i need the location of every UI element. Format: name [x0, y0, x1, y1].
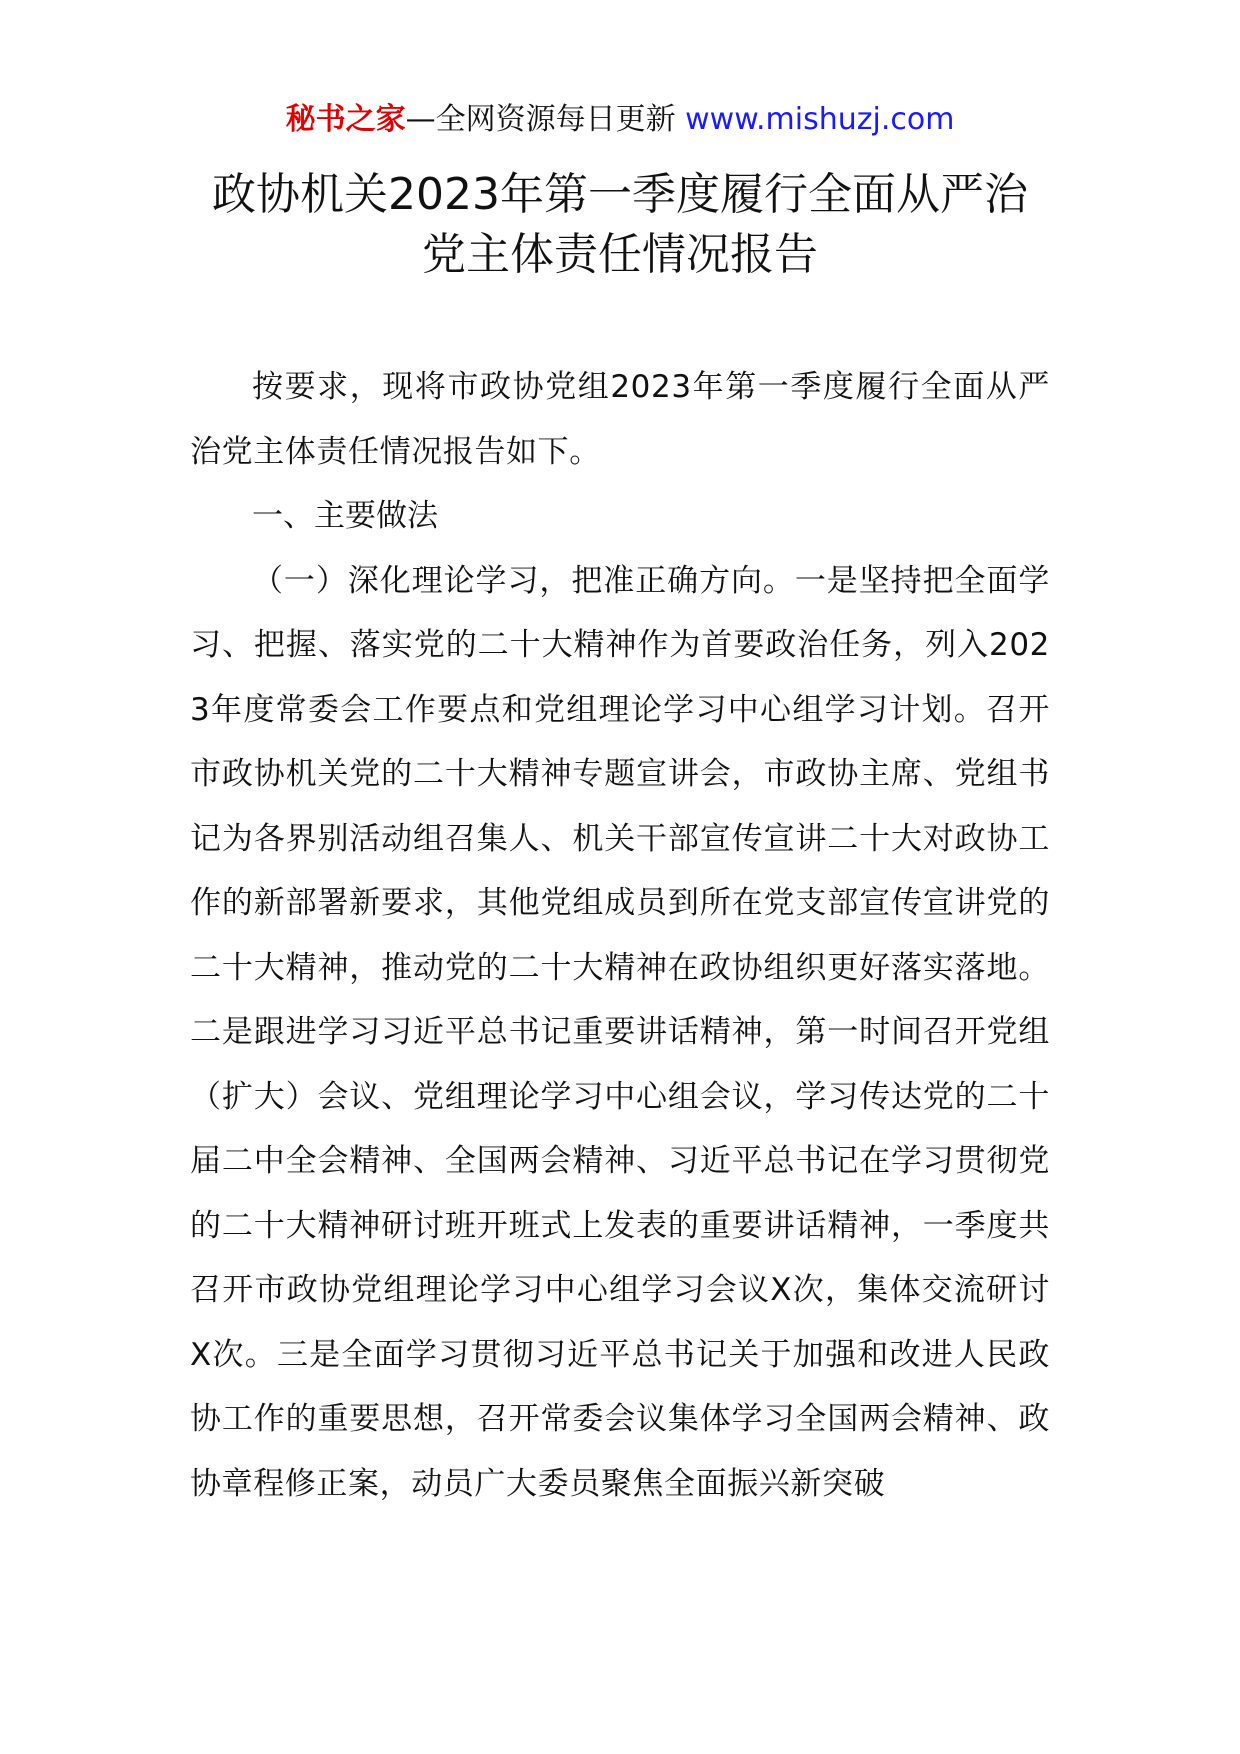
section-paragraph: （一）深化理论学习，把准正确方向。一是坚持把全面学习、把握、落实党的二十大精神作为首要政治任务，列入2023年度常委会工作要点和党组理论学习中心组学习计划。召开市政协机关党的二十大精神专题宣讲会，市政协主席、党组书记为各界别活动组召集人、机关干部宣传宣讲二十大对政协工作的新部署新要求，其他党组成员到所在党支部宣传宣讲党的二十大精神，推动党的二十大精神在政协组织更好落实落地。二是跟进学习习近平总书记重要讲话精神，第一时间召开党组（扩大）会议、党组理论学习中心组会议，学习传达党的二十届二中全会精神、全国两会精神、习近平总书记在学习贯彻党的二十大精神研讨班开班式上发表的重要讲话精神，一季度共召开市政协党组理论学习中心组学习会议X次，集体交流研讨X次。三是全面学习贯彻习近平总书记关于加强和改进人民政协工作的重要思想，召开常委会议集体学习全国两会精神、政协章程修正案，动员广大委员聚焦全面振兴新突破 [190, 562, 1050, 1502]
site-url-link[interactable]: www.mishuzj.com [685, 102, 955, 137]
site-header [0, 100, 1240, 140]
header-slogan: —全网资源每日更新 [405, 102, 676, 137]
document-body [190, 355, 1050, 1516]
section-heading: 一、主要做法 [252, 498, 438, 534]
intro-paragraph: 按要求，现将市政协党组2023年第一季度履行全面从严治党主体责任情况报告如下。 [190, 369, 1050, 470]
document-title [0, 165, 1240, 285]
title-line-2: 党主体责任情况报告 [422, 229, 818, 280]
title-line-1: 政协机关2023年第一季度履行全面从严治 [212, 169, 1028, 220]
brand-name: 秘书之家 [285, 102, 406, 137]
